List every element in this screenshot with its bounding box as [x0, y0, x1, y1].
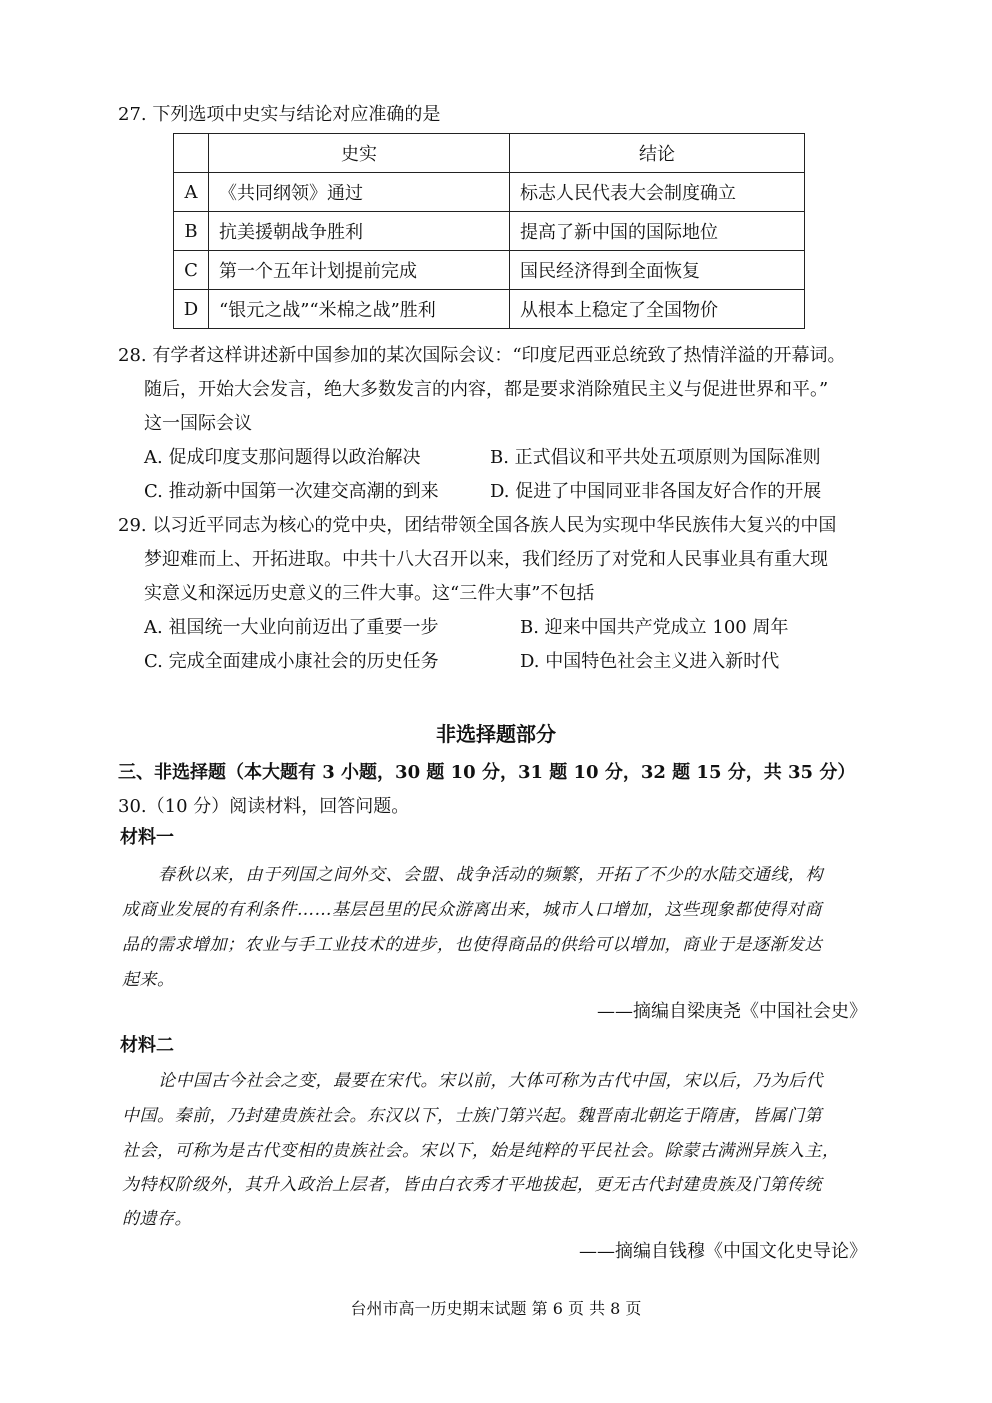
- material-2-source: ——摘编自钱穆《中国文化史导论》: [579, 1241, 867, 1262]
- material-1-line: 起来。: [122, 970, 175, 990]
- material-1-source: ——摘编自梁庚尧《中国社会史》: [597, 1001, 867, 1022]
- row-fact: “银元之战”“米棉之战”胜利: [209, 290, 510, 329]
- table-row: [174, 290, 805, 329]
- section-heading: 三、非选择题（本大题有 3 小题，30 题 10 分，31 题 10 分，32 题 15 分，共 35 分）: [118, 762, 856, 783]
- material-1-line: 品的需求增加；农业与手工业技术的进步，也使得商品的供给可以增加，商业于是逐渐发达: [122, 935, 822, 955]
- q29-line-2: 梦迎难而上、开拓进取。中共十八大召开以来，我们经历了对党和人民事业具有重大现: [144, 549, 828, 570]
- q29-line-1: 29. 以习近平同志为核心的党中央，团结带领全国各族人民为实现中华民族伟大复兴的中国: [118, 515, 837, 536]
- table-row: [174, 251, 805, 290]
- q28-option-a: A. 促成印度支那问题得以政治解决: [144, 447, 421, 468]
- row-letter: B: [174, 212, 209, 251]
- q29-option-c: C. 完成全面建成小康社会的历史任务: [144, 651, 439, 672]
- q28-option-d: D. 促进了中国同亚非各国友好合作的开展: [490, 481, 822, 502]
- q29-line-3: 实意义和深远历史意义的三件大事。这“三件大事”不包括: [144, 583, 595, 604]
- q27-stem: 27. 下列选项中史实与结论对应准确的是: [118, 104, 441, 125]
- material-2-line: 为特权阶级外，其升入政治上层者，皆由白衣秀才平地拔起，更无古代封建贵族及门第传统: [122, 1175, 822, 1195]
- row-conclusion: 从根本上稳定了全国物价: [510, 290, 805, 329]
- q29-option-d: D. 中国特色社会主义进入新时代: [520, 651, 780, 672]
- table-row: [174, 173, 805, 212]
- table-header-fact: 史实: [209, 134, 510, 173]
- row-conclusion: 提高了新中国的国际地位: [510, 212, 805, 251]
- row-letter: C: [174, 251, 209, 290]
- q29-option-a: A. 祖国统一大业向前迈出了重要一步: [144, 617, 439, 638]
- table-header-conclusion: 结论: [510, 134, 805, 173]
- material-2-line: 中国。秦前，乃封建贵族社会。东汉以下，士族门第兴起。魏晋南北朝迄于隋唐，皆属门第: [122, 1106, 822, 1126]
- material-2-line: 的遗存。: [122, 1209, 192, 1229]
- table-row: [174, 212, 805, 251]
- table-header-letter: [174, 134, 209, 173]
- row-letter: A: [174, 173, 209, 212]
- q28-line-2: 随后，开始大会发言，绝大多数发言的内容，都是要求消除殖民主义与促进世界和平。”: [144, 379, 829, 400]
- table-header-row: [174, 134, 805, 173]
- material-2-line: 论中国古今社会之变，最要在宋代。宋以前，大体可称为古代中国，宋以后，乃为后代: [158, 1071, 823, 1091]
- material-1-line: 春秋以来，由于列国之间外交、会盟、战争活动的频繁，开拓了不少的水陆交通线，构: [158, 865, 823, 885]
- q30-stem: 30.（10 分）阅读材料，回答问题。: [118, 796, 410, 817]
- q28-line-3: 这一国际会议: [144, 413, 252, 434]
- material-2-label: 材料二: [120, 1035, 174, 1056]
- q28-option-c: C. 推动新中国第一次建交高潮的到来: [144, 481, 439, 502]
- q28-line-1: 28. 有学者这样讲述新中国参加的某次国际会议：“印度尼西亚总统致了热情洋溢的开幕词。: [118, 345, 846, 366]
- row-fact: 第一个五年计划提前完成: [209, 251, 510, 290]
- page-footer: 台州市高一历史期末试题 第 6 页 共 8 页: [350, 1299, 642, 1318]
- q28-option-b: B. 正式倡议和平共处五项原则为国际准则: [490, 447, 821, 468]
- row-letter: D: [174, 290, 209, 329]
- q27-answer-table: [173, 133, 805, 329]
- material-1-label: 材料一: [120, 827, 174, 848]
- row-fact: 《共同纲领》通过: [209, 173, 510, 212]
- section-title: 非选择题部分: [436, 722, 556, 746]
- material-2-line: 社会，可称为是古代变相的贵族社会。宋以下，始是纯粹的平民社会。除蒙古满洲异族入主，: [122, 1141, 840, 1161]
- row-conclusion: 国民经济得到全面恢复: [510, 251, 805, 290]
- q29-option-b: B. 迎来中国共产党成立 100 周年: [520, 617, 789, 638]
- row-conclusion: 标志人民代表大会制度确立: [510, 173, 805, 212]
- row-fact: 抗美援朝战争胜利: [209, 212, 510, 251]
- material-1-line: 成商业发展的有利条件……基层邑里的民众游离出来，城市人口增加，这些现象都使得对商: [122, 900, 822, 920]
